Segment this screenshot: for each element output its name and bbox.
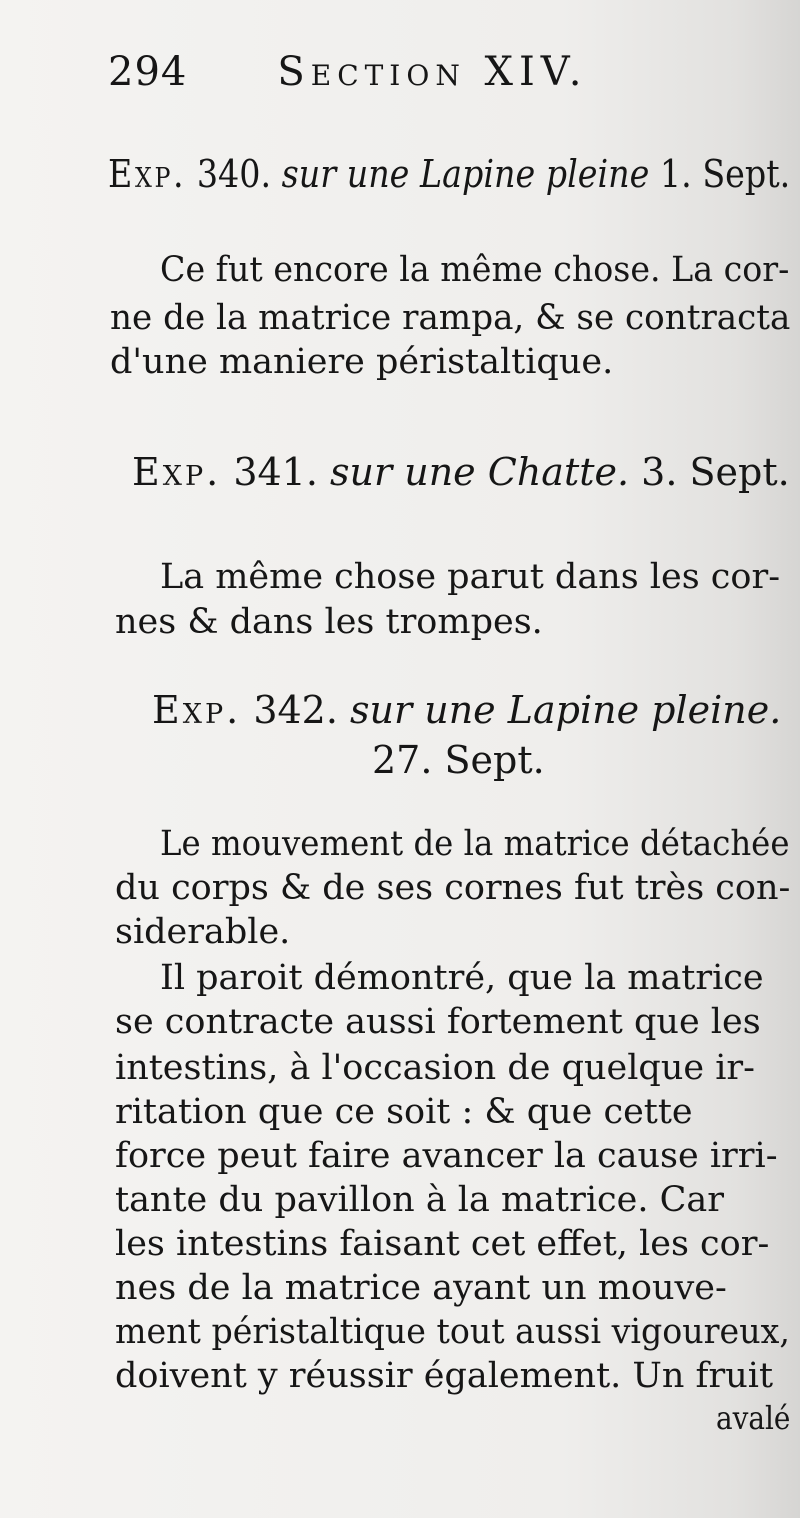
text-line: tante du pavillon à la matrice. Car (115, 1180, 724, 1220)
catchword: avalé (716, 1399, 791, 1437)
exp-number: 342. (253, 688, 338, 732)
text-line: intestins, à l'occasion de quelque ir- (115, 1048, 755, 1088)
text-line: La même chose parut dans les cor- (160, 557, 781, 597)
text-line: doivent y réussir également. Un fruit (115, 1356, 774, 1396)
text-line: nes & dans les trompes. (115, 602, 543, 642)
text-line: Ce fut encore la même chose. La cor- (160, 250, 790, 290)
text-line: du corps & de ses cornes fut très con- (115, 868, 791, 908)
exp-subject: sur une Lapine pleine. (350, 688, 782, 732)
exp-date: 3. Sept. (641, 450, 790, 494)
exp-label: Exp. (132, 450, 222, 494)
exp-date: 1. Sept. (659, 152, 791, 196)
text-line: siderable. (115, 912, 291, 952)
section-title: Section XIV. (277, 49, 588, 95)
text-line: ment péristaltique tout aussi vigoureux, (115, 1312, 790, 1352)
running-header (108, 50, 587, 94)
exp-341-heading (132, 450, 790, 494)
exp-number: 340. (196, 152, 272, 196)
exp-340-heading (108, 152, 790, 196)
exp-date: 27. Sept. (372, 738, 545, 782)
exp-subject: sur une Lapine pleine (281, 152, 650, 196)
text-line: d'une maniere péristaltique. (110, 342, 614, 382)
text-line: se contracte aussi fortement que les (115, 1002, 761, 1042)
exp-subject: sur une Chatte. (330, 450, 630, 494)
text-line: les intestins faisant cet effet, les cor- (115, 1224, 770, 1264)
text-line: force peut faire avancer la cause irri- (115, 1136, 778, 1176)
exp-label: Exp. (152, 688, 242, 732)
page-number: 294 (108, 49, 188, 95)
text-line: ritation que ce soit : & que cette (115, 1092, 693, 1132)
text-line: ne de la matrice rampa, & se contracta (110, 298, 791, 338)
exp-label: Exp. (108, 152, 187, 196)
text-line: nes de la matrice ayant un mouve- (115, 1268, 727, 1308)
text-line: Le mouvement de la matrice détachée (160, 824, 790, 864)
exp-342-heading (152, 688, 781, 732)
exp-number: 341. (233, 450, 318, 494)
text-line: Il paroit démontré, que la matrice (160, 958, 764, 998)
